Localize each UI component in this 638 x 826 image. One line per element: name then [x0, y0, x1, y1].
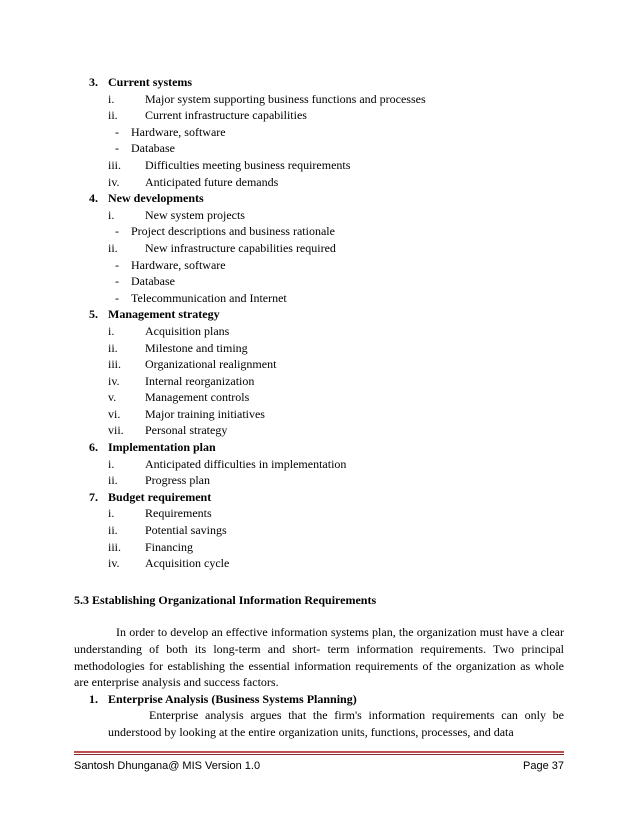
footer-rule — [74, 751, 564, 753]
list-item-text: New infrastructure capabilities required — [145, 240, 336, 255]
roman-list-item — [74, 522, 564, 539]
list-marker: iii. — [108, 157, 122, 172]
list-item-text: Personal strategy — [145, 423, 228, 438]
list-marker: - — [115, 290, 119, 305]
section-heading: 5.3 Establishing Organizational Information Requirements — [74, 592, 377, 607]
section-number: 6. — [89, 440, 98, 455]
subsection-paragraph: Enterprise analysis argues that the firm's information requirements can only be understood by looking at the entire organization units, functions, processes, and data — [108, 708, 564, 739]
list-marker: ii. — [108, 340, 118, 355]
list-item-text: Milestone and timing — [145, 340, 248, 355]
list-item-text: Anticipated future demands — [145, 174, 279, 189]
list-item-text: Anticipated difficulties in implementation — [145, 456, 347, 471]
section-title: Management strategy — [108, 307, 220, 322]
roman-list-item — [74, 555, 564, 572]
subsection-number: 1. — [89, 691, 98, 706]
section-number: 3. — [89, 75, 98, 89]
section-title: New developments — [108, 191, 204, 206]
section-title: Implementation plan — [108, 440, 216, 455]
list-item-text: Organizational realignment — [145, 357, 277, 372]
section-header — [74, 190, 564, 207]
list-marker: ii. — [108, 108, 118, 123]
list-marker: v. — [108, 390, 117, 405]
list-item-text: Major system supporting business functions and processes — [145, 91, 426, 106]
plan-outline — [74, 74, 564, 572]
roman-list-item — [74, 373, 564, 390]
intro-paragraph: In order to develop an effective information systems plan, the organization must have a clear understanding of both its long-term and short- term information requirements. Two principal methodologies for establishing the essential information requirements of the organization as whole are enterprise analysis and success factors. — [74, 625, 564, 690]
dash-list-item — [74, 273, 564, 290]
roman-list-item — [74, 505, 564, 522]
list-item-text: Current infrastructure capabilities — [145, 108, 307, 123]
list-item-text: Telecommunication and Internet — [131, 290, 287, 305]
list-item-text: Hardware, software — [131, 124, 226, 139]
section-number: 7. — [89, 489, 98, 504]
list-marker: - — [115, 141, 119, 156]
list-item-text: Acquisition plans — [145, 323, 230, 338]
roman-list-item — [74, 157, 564, 174]
list-marker: ii. — [108, 523, 118, 538]
section-number: 4. — [89, 191, 98, 206]
list-item-text: Database — [131, 141, 175, 156]
section-header — [74, 489, 564, 506]
list-item-text: Database — [131, 274, 175, 289]
list-marker: i. — [108, 456, 115, 471]
list-marker: - — [115, 257, 119, 272]
dash-list-item — [74, 140, 564, 157]
list-marker: iii. — [108, 539, 122, 554]
roman-list-item — [74, 356, 564, 373]
dash-list-item — [74, 290, 564, 307]
list-item-text: Internal reorganization — [145, 373, 255, 388]
roman-list-item — [74, 406, 564, 423]
roman-list-item — [74, 91, 564, 108]
dash-list-item — [74, 124, 564, 141]
section-header — [74, 74, 564, 91]
list-marker: i. — [108, 323, 115, 338]
subsection-heading — [74, 691, 564, 708]
footer-rule-thin — [74, 754, 564, 755]
section-header — [74, 306, 564, 323]
list-marker: - — [115, 124, 119, 139]
list-marker: i. — [108, 506, 115, 521]
section-title: Current systems — [108, 75, 193, 89]
roman-list-item — [74, 323, 564, 340]
roman-list-item — [74, 422, 564, 439]
list-marker: ii. — [108, 240, 118, 255]
list-marker: iv. — [108, 556, 120, 571]
list-item-text: Progress plan — [145, 473, 210, 488]
list-marker: ii. — [108, 473, 118, 488]
list-item-text: Hardware, software — [131, 257, 226, 272]
list-marker: iv. — [108, 174, 120, 189]
list-marker: vi. — [108, 406, 121, 421]
list-item-text: Major training initiatives — [145, 406, 265, 421]
list-item-text: Difficulties meeting business requirements — [145, 157, 351, 172]
roman-list-item — [74, 207, 564, 224]
list-item-text: Financing — [145, 539, 193, 554]
roman-list-item — [74, 174, 564, 191]
list-item-text: Potential savings — [145, 523, 227, 538]
subsection-title: Enterprise Analysis (Business Systems Planning) — [108, 691, 357, 706]
list-marker: vii. — [108, 423, 124, 438]
dash-list-item — [74, 223, 564, 240]
list-marker: iii. — [108, 357, 122, 372]
list-marker: i. — [108, 207, 115, 222]
roman-list-item — [74, 107, 564, 124]
list-marker: - — [115, 274, 119, 289]
dash-list-item — [74, 257, 564, 274]
roman-list-item — [74, 456, 564, 473]
roman-list-item — [74, 240, 564, 257]
list-marker: - — [115, 224, 119, 239]
list-item-text: New system projects — [145, 207, 245, 222]
roman-list-item — [74, 472, 564, 489]
list-item-text: Requirements — [145, 506, 212, 521]
section-number: 5. — [89, 307, 98, 322]
section-header — [74, 439, 564, 456]
list-marker: i. — [108, 91, 115, 106]
footer-author: Santosh Dhungana@ MIS Version 1.0 — [74, 760, 261, 772]
page-number: Page 37 — [523, 760, 564, 772]
page-content — [74, 74, 564, 741]
list-item-text: Management controls — [145, 390, 250, 405]
list-item-text: Project descriptions and business rationale — [131, 224, 335, 239]
roman-list-item — [74, 340, 564, 357]
list-marker: iv. — [108, 373, 120, 388]
roman-list-item — [74, 389, 564, 406]
list-item-text: Acquisition cycle — [145, 556, 230, 571]
roman-list-item — [74, 539, 564, 556]
section-title: Budget requirement — [108, 489, 212, 504]
